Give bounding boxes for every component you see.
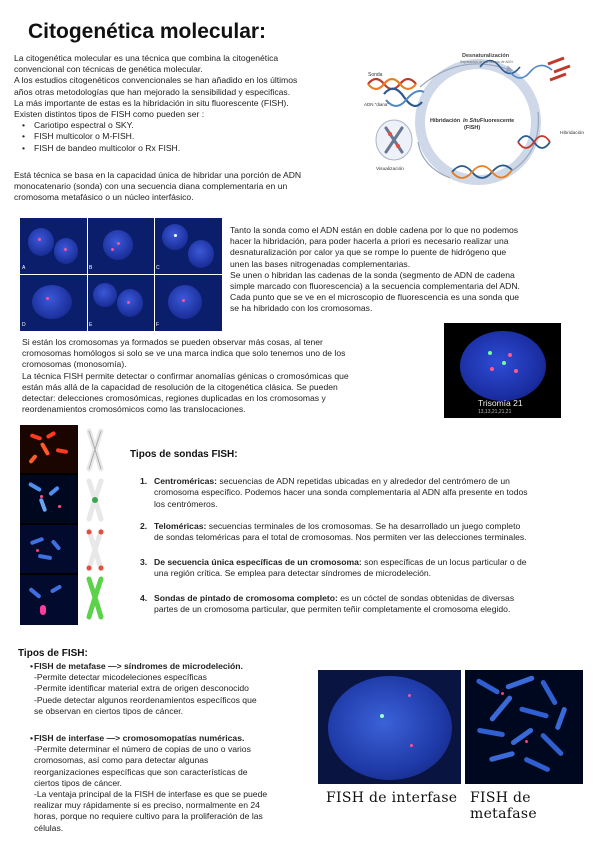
intro-line: Existen distintos tipos de FISH como pueden ser :	[14, 109, 205, 120]
cromo-line: reordenamientos cromosómicos como las translocaciones.	[22, 404, 246, 415]
sonda-line: hacer la hibridación, para poder hacerla a priori es necesario realizar una	[230, 236, 509, 247]
intro-paragraph	[14, 53, 297, 154]
label-center-insitu: In Situ	[463, 118, 480, 124]
label-visualizacion: Visualización	[376, 167, 404, 172]
fish-process-diagram	[360, 42, 592, 192]
sonda-type-item-2: 2. Teloméricas: secuencias terminales de los cromosomas. Se ha desarrollado un juego completo de sondas teloméricas para el total de cromosomas. Nos permiten ver las delecciones terminales.	[140, 521, 527, 543]
tipos-fish-heading: Tipos de FISH:	[18, 648, 88, 659]
trisomia-image	[444, 323, 561, 418]
panel-label: C	[156, 265, 160, 271]
interfase-line: células.	[34, 822, 64, 833]
panel-label: E	[89, 322, 93, 328]
panel-f	[154, 275, 222, 331]
chromosome-icon	[89, 431, 101, 469]
cromo-line: cromosomas (monosomía).	[22, 359, 127, 370]
label-hibridacion: Hibridación	[560, 131, 584, 136]
chromosome-icons	[84, 425, 106, 625]
panel-label: F	[156, 322, 160, 328]
cromo-line: están más allá de la capacidad de resolución de la citogenética clásica. Se pueden	[22, 381, 338, 392]
label-sonda: Sonda	[368, 72, 383, 78]
sonda-type-item-3: 3. De secuencia única específicas de un cromosoma: son específicas de un locus particular o de una región crítica. Se emplea para detectar síndromes de microdeleción.	[140, 557, 527, 579]
blue-metaphase-panel-3	[20, 575, 78, 625]
label-desnaturalizacion: Desnaturalización	[462, 53, 510, 59]
sonda-line: Tanto la sonda como el ADN están en doble cadena por lo que no podemos	[230, 225, 519, 235]
panel-d	[20, 275, 88, 331]
interfase-line: reorganizaciones específicas que son características de	[34, 766, 248, 777]
panel-b	[87, 218, 155, 275]
label-center-fluorescente: Fluorescente	[480, 118, 515, 124]
sonda-line: desnaturalización por calor ya que se rompe lo puente de hidrógeno que	[230, 247, 507, 258]
panel-e	[87, 275, 155, 331]
interfase-line: realizar muy rápidamente si es preciso, normalmente en 24	[34, 800, 260, 811]
caption-metafase: FISH de metafase	[470, 790, 537, 822]
sonda-line: simple marcado con fluorescencia) a la secuencia complementaria del ADN.	[230, 281, 520, 292]
panel-label: B	[89, 265, 93, 271]
metafase-title: • FISH de metafase —> síndromes de microdeleción.	[22, 661, 257, 672]
interfase-line: -La ventaja principal de la FISH de interfase es que se puede	[34, 789, 268, 800]
fluorescence-panels-image	[20, 218, 222, 331]
panel-label: D	[22, 322, 26, 328]
label-adn-diana: ADN "diana"	[364, 102, 389, 107]
page-title: Citogenética molecular:	[28, 20, 267, 43]
intro-line: convencional con técnicas de genética molecular.	[14, 64, 203, 75]
label-center-hibridacion: Hibridación	[430, 118, 461, 124]
cromo-line: Si están los cromosomas ya formados se pueden observar más cosas, al tener	[22, 337, 323, 347]
interfase-section	[22, 733, 267, 834]
trisomia-label: Trisomía 21	[478, 398, 523, 408]
red-metaphase-panel	[20, 425, 78, 473]
sonda-type-item-1: 1. Centroméricas: secuencias de ADN repetidas ubicadas en y alrededor del centrómero de un cromosoma específico. Podemos hacer una sonda complementaria al ADN alfa presente en todos los centrómeros.	[140, 476, 528, 509]
technique-line: Está técnica se basa en la capacidad única de hibridar una porción de ADN	[14, 170, 302, 180]
painted-chromosome-icon	[89, 579, 101, 617]
sonda-helix-icon	[368, 79, 416, 89]
interfase-line: horas, porque no requiere cultivo para la proliferación de las	[34, 811, 263, 822]
intro-line: A los estudios citogenéticos convencionales se han añadido en los últimos	[14, 75, 298, 86]
sonda-type-item-4: 4. Sondas de pintado de cromosoma completo: es un cóctel de sondas obtenidas de diversas partes de un cromosoma particular, que permiten teñir completamente el cromosoma elegido.	[140, 593, 515, 615]
panel-a	[20, 218, 88, 275]
sonda-line: Se unen o hibridan las cadenas de la sonda (segmento de ADN de cadena	[230, 269, 515, 280]
cromosomas-paragraph	[22, 337, 349, 415]
technique-line: monocatenario (sonda) con una secuencia diana complementaria en un	[14, 181, 288, 192]
interfase-line: -Permite determinar el número de copias de uno o varios	[34, 744, 251, 755]
caption-interfase: FISH de interfase	[326, 790, 458, 806]
metafase-line: -Puede detectar algunos reordenamientos específicos que	[34, 694, 257, 705]
telomeric-chromosome-icon	[87, 530, 104, 571]
fish-list-item: • FISH multicolor o M-FISH.	[14, 131, 297, 142]
interfase-line: ciertos tipos de cáncer.	[34, 777, 122, 788]
sonda-line: Cada punto que se ve en el microscopio de fluorescencia es una sonda que	[230, 292, 520, 303]
interfase-title: • FISH de interfase —> cromosomopatías numéricas.	[22, 733, 267, 744]
cromo-line: cromosomas homólogos si solo se ve una marca indica que solo tenemos uno de los	[22, 348, 346, 359]
blue-metaphase-panel-1	[20, 475, 78, 523]
metafase-line: -Permite detectar micodeleciones específicas	[34, 672, 207, 683]
intro-line: años otras metodologías que han mejorado la sensibilidad y especificas.	[14, 86, 291, 97]
sonda-line: unen las bases nitrogenadas complementarias.	[230, 258, 411, 269]
panel-label: A	[22, 265, 26, 271]
technique-paragraph	[14, 170, 301, 204]
interfase-line: cromosomas, así como para detectar algunas	[34, 755, 209, 766]
sonda-line: se ha hibridado con los cromosomas.	[230, 303, 373, 314]
metafase-line: -Permite identificar material extra de origen desconocido	[34, 683, 249, 694]
label-center-fish: (FISH)	[464, 125, 481, 131]
cromo-line: La técnica FISH permite detectar o confirmar anomalías génicas o cromosómicas que	[22, 370, 349, 381]
fish-list-item: • FISH de bandeo multicolor o Rx FISH.	[14, 143, 297, 154]
metafase-line: se observan en ciertos tipos de cáncer.	[34, 705, 184, 716]
trisomia-karyotype: 13,13,21,21,21	[478, 409, 512, 415]
technique-line: cromosoma metafásico o un núcleo interfásico.	[14, 192, 194, 203]
intro-line: La más importante de estas es la hibridación in situ fluorescente (FISH).	[14, 97, 289, 108]
sonda-paragraph	[230, 225, 520, 315]
centromeric-chromosome-icon	[89, 481, 101, 519]
karyotype-images	[20, 425, 78, 625]
fish-list-item: • Cariotipo espectral o SKY.	[14, 120, 297, 131]
sondas-heading: Tipos de sondas FISH:	[130, 449, 238, 460]
intro-line: La citogenética molecular es una técnica que combina la citogenética	[14, 53, 279, 63]
metafase-image	[465, 670, 583, 784]
label-desnaturalizacion-sub: Separación de las hebras de ADN	[460, 60, 513, 64]
interfase-image	[318, 670, 461, 784]
cromo-line: detectar: delecciones cromosómicas, regiones duplicadas en los cromosomas y	[22, 393, 326, 404]
metafase-section	[22, 661, 257, 717]
panel-c	[154, 218, 222, 275]
blue-metaphase-panel-2	[20, 525, 78, 573]
